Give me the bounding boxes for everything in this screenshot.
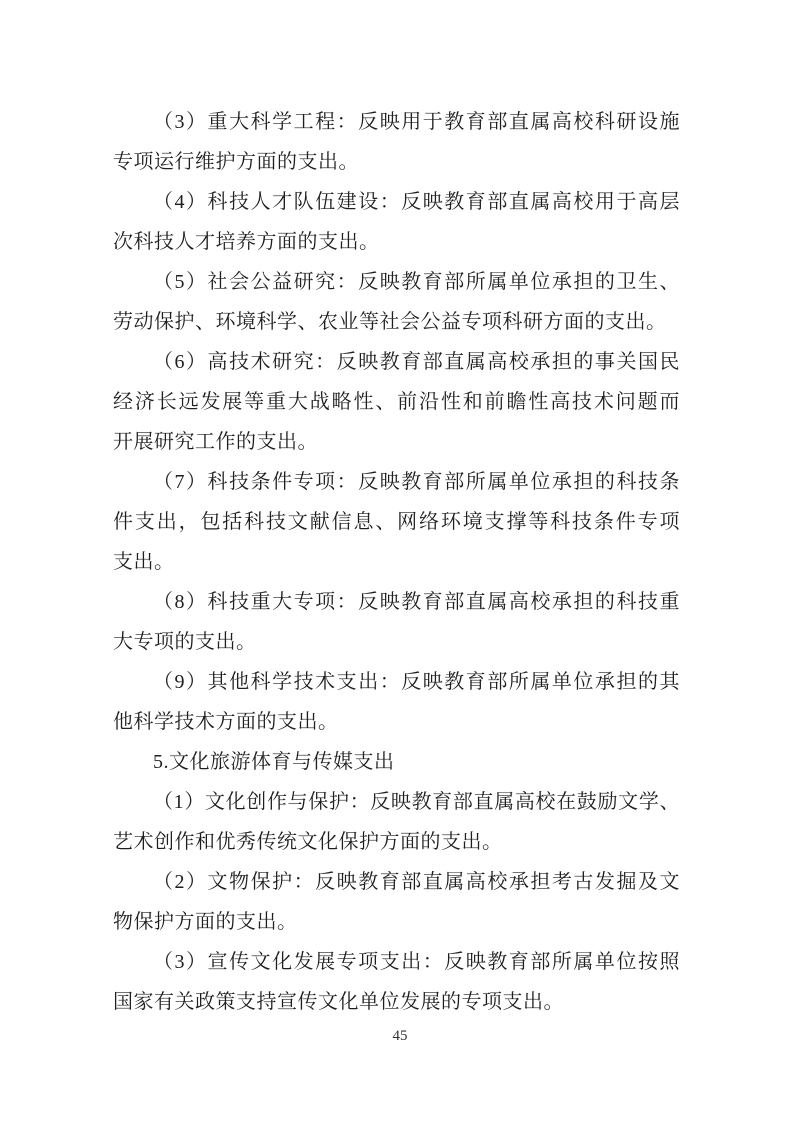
- text-line: （3）宣传文化发展专项支出：反映教育部所属单位按照: [153, 951, 680, 973]
- text-line: 支出。: [113, 551, 175, 573]
- document-body: [113, 102, 680, 1022]
- text-line: 国家有关政策支持宣传文化单位发展的专项支出。: [113, 991, 564, 1013]
- text-line: 他科学技术方面的支出。: [113, 711, 339, 733]
- paragraph: [113, 782, 680, 862]
- section-heading: [113, 742, 680, 782]
- text-line: （7）科技条件专项：反映教育部所属单位承担的科技条: [153, 471, 680, 493]
- text-line: 劳动保护、环境科学、农业等社会公益专项科研方面的支出。: [113, 311, 667, 333]
- text-line: 物保护方面的支出。: [113, 911, 298, 933]
- paragraph: [113, 342, 680, 462]
- paragraph: [113, 582, 680, 662]
- text-line: 件支出，包括科技文献信息、网络环境支撑等科技条件专项: [113, 511, 680, 533]
- text-line: （6）高技术研究：反映教育部直属高校承担的事关国民: [153, 351, 680, 373]
- text-line: 经济长远发展等重大战略性、前沿性和前瞻性高技术问题而: [113, 391, 680, 413]
- paragraph: [113, 462, 680, 582]
- text-line: 艺术创作和优秀传统文化保护方面的支出。: [113, 831, 503, 853]
- text-line: （2）文物保护：反映教育部直属高校承担考古发掘及文: [153, 871, 680, 893]
- paragraph: [113, 942, 680, 1022]
- text-line: （4）科技人才队伍建设：反映教育部直属高校用于高层: [153, 191, 680, 213]
- text-line: 大专项的支出。: [113, 631, 257, 653]
- paragraph: [113, 262, 680, 342]
- paragraph: [113, 182, 680, 262]
- text-line: （5）社会公益研究：反映教育部所属单位承担的卫生、: [153, 271, 680, 293]
- paragraph: [113, 662, 680, 742]
- section-heading-line: 5.文化旅游体育与传媒支出: [153, 751, 395, 773]
- text-line: （3）重大科学工程：反映用于教育部直属高校科研设施: [153, 111, 680, 133]
- text-line: （9）其他科学技术支出：反映教育部所属单位承担的其: [153, 671, 680, 693]
- page-footer: [0, 1026, 800, 1046]
- text-line: 专项运行维护方面的支出。: [113, 151, 359, 173]
- text-line: （1）文化创作与保护：反映教育部直属高校在鼓励文学、: [153, 791, 680, 813]
- text-line: （8）科技重大专项：反映教育部直属高校承担的科技重: [153, 591, 680, 613]
- paragraph: [113, 102, 680, 182]
- text-line: 次科技人才培养方面的支出。: [113, 231, 380, 253]
- text-line: 开展研究工作的支出。: [113, 431, 318, 453]
- paragraph: [113, 862, 680, 942]
- page-number: 45: [392, 1028, 408, 1044]
